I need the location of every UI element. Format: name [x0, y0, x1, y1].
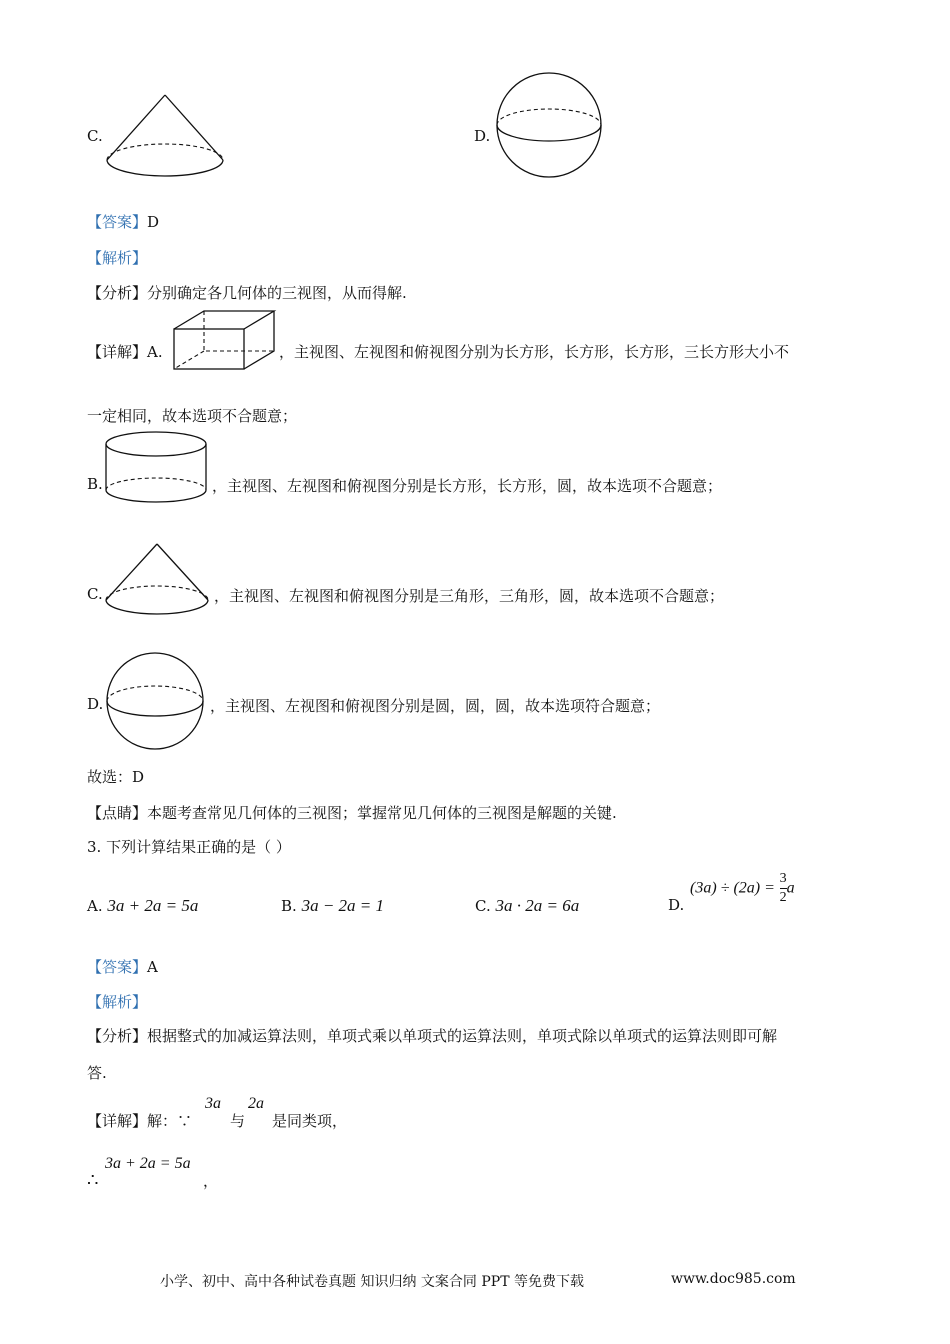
detail-c-label: C.: [87, 585, 103, 603]
cuboid-figure: [172, 309, 276, 371]
dianjing-tag: 【点睛】: [87, 804, 148, 822]
q3-analysis-tag: 【解析】: [87, 993, 148, 1011]
q3-fenxi-text: 根据整式的加减运算法则，单项式乘以单项式的运算法则，单项式除以单项式的运算法则即可解: [147, 1027, 778, 1045]
q3-comma: ，: [203, 1172, 219, 1190]
detail-tag: 【详解】: [87, 343, 148, 361]
q3-stem: 3. 下列计算结果正确的是（ ）: [87, 838, 291, 856]
opt-a-expr: 3a + 2a = 5a: [107, 896, 199, 915]
q3-term1: 3a: [205, 1095, 221, 1112]
q3-option-b: [281, 896, 384, 916]
q3-term2: 2a: [248, 1095, 264, 1112]
opt-d-den: 2: [779, 890, 787, 905]
fenxi-tag: 【分析】: [87, 284, 148, 302]
q3-option-d: [690, 872, 795, 905]
detail-a-label: A.: [147, 343, 163, 361]
conclusion: 故选：D: [87, 768, 145, 786]
q3-fenxi-cont: 答.: [87, 1064, 107, 1082]
footer-site[interactable]: www.doc985.com: [671, 1271, 796, 1287]
q3-fenxi-tag: 【分析】: [87, 1027, 148, 1045]
detail-d-label: D.: [87, 695, 104, 713]
opt-d-expr: (3a) ÷ (2a) =: [690, 879, 775, 897]
q3-option-c: [475, 896, 579, 916]
opt-d-var: a: [786, 879, 795, 897]
detail-b-label: B.: [87, 475, 103, 493]
q3-option-d-label: D.: [668, 896, 685, 914]
footer-text: 小学、初中、高中各种试卷真题 知识归纳 文案合同 PPT 等免费下载: [160, 1274, 584, 1290]
detail-a-cont: 一定相同，故本选项不合题意；: [87, 407, 298, 425]
q3-answer-line: [87, 956, 158, 977]
option-c-label: C.: [87, 127, 103, 145]
opt-a-label: A.: [87, 897, 103, 915]
sphere-figure: [105, 651, 205, 751]
cone-figure: [104, 542, 210, 616]
opt-c-expr: 3a · 2a = 6a: [495, 896, 580, 915]
q3-detail-prefix: 解：∵: [147, 1112, 193, 1130]
detail-b-text: ，主视图、左视图和俯视图分别是长方形，长方形，圆，故本选项不合题意；: [212, 477, 723, 495]
q3-detail-tag: 【详解】: [87, 1112, 148, 1130]
option-d-label: D.: [474, 127, 491, 145]
answer-value: D: [147, 213, 160, 231]
q3-yu: 与: [230, 1112, 246, 1130]
q3-detail-line: [87, 1110, 192, 1131]
fenxi-text: 分别确定各几何体的三视图，从而得解.: [147, 284, 407, 302]
analysis-tag: 【解析】: [87, 249, 148, 267]
answer-tag: 【答案】: [87, 213, 148, 231]
q3-option-a: [87, 896, 198, 916]
q2-answer-line: [87, 211, 159, 232]
q3-answer-tag: 【答案】: [87, 958, 148, 976]
opt-b-expr: 3a − 2a = 1: [301, 896, 385, 915]
q2-dianjing-line: [87, 802, 617, 823]
cone-figure-top: [105, 93, 225, 179]
q2-fenxi-line: [87, 282, 407, 303]
sphere-figure-top: [495, 71, 603, 179]
detail-d-text: ，主视图、左视图和俯视图分别是圆，圆，圆，故本选项符合题意；: [210, 697, 661, 715]
q3-fenxi-line: [87, 1025, 777, 1046]
q3-result-expr: 3a + 2a = 5a: [105, 1155, 191, 1172]
q3-therefore: ∴: [87, 1170, 99, 1191]
cylinder-figure: [104, 430, 208, 506]
opt-b-label: B.: [281, 897, 297, 915]
q3-answer-value: A: [147, 958, 158, 976]
opt-d-fraction: [780, 872, 787, 905]
q2-detail-a-prefix: [87, 341, 163, 362]
detail-c-text: ，主视图、左视图和俯视图分别是三角形，三角形，圆，故本选项不合题意；: [214, 587, 725, 605]
dianjing-text: 本题考查常见几何体的三视图；掌握常见几何体的三视图是解题的关键.: [147, 804, 617, 822]
q3-same-kind: 是同类项，: [272, 1112, 348, 1130]
opt-d-num: 3: [779, 871, 787, 886]
detail-a-text: ，主视图、左视图和俯视图分别为长方形，长方形，长方形，三长方形大小不: [279, 343, 790, 361]
opt-c-label: C.: [475, 897, 491, 915]
